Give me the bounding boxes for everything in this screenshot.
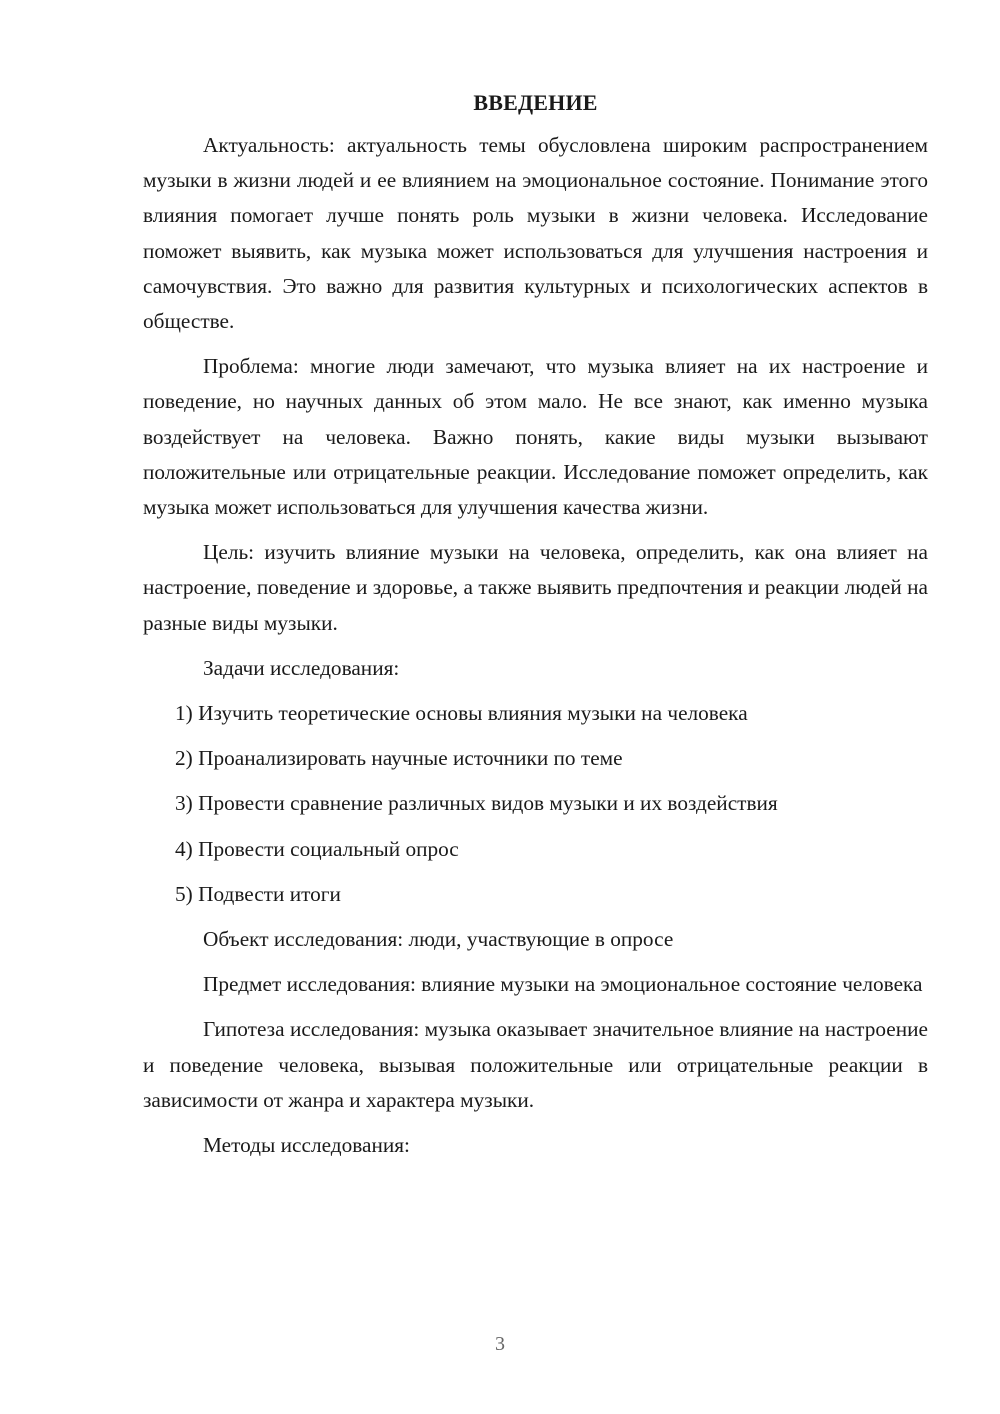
tasks-title: Задачи исследования: <box>203 655 400 680</box>
page-number: 3 <box>495 1333 505 1355</box>
page-title: ВВЕДЕНИЕ <box>473 90 598 115</box>
list-item: 2) Проанализировать научные источники по теме <box>175 746 623 771</box>
methods-title: Методы исследования: <box>203 1133 410 1158</box>
goal-paragraph: Цель: изучить влияние музыки на человека, определить, как она влияет на настроение, поведение и здоровье, а также выявить предпочтения и реакции людей на разные виды музыки. <box>143 540 928 635</box>
hypothesis-paragraph: Гипотеза исследования: музыка оказывает значительное влияние на настроение и поведение человека, вызывая положительные или отрицательные реакции в зависимости от жанра и характера музыки. <box>143 1017 928 1112</box>
list-item: 5) Подвести итоги <box>175 881 341 906</box>
list-item: 3) Провести сравнение различных видов музыки и их воздействия <box>175 791 778 816</box>
tasks-list <box>143 696 928 912</box>
list-item: 1) Изучить теоретические основы влияния музыки на человека <box>175 701 748 726</box>
relevance-paragraph: Актуальность: актуальность темы обусловлена широким распространением музыки в жизни людей и ее влиянием на эмоциональное состояние. Понимание этого влияния помогает лучше понять роль музыки в жизни человека. Исследование поможет выявить, как музыка может использоваться для улучшения настроения и самочувствия. Это важно для развития культурных и психологических аспектов в обществе. <box>143 133 928 334</box>
document-page <box>143 88 928 1173</box>
problem-paragraph: Проблема: многие люди замечают, что музыка влияет на их настроение и поведение, но научных данных об этом мало. Не все знают, как именно музыка воздействует на человека. Важно понять, какие виды музыки вызывают положительные или отрицательные реакции. Исследование поможет определить, как музыка может использоваться для улучшения качества жизни. <box>143 354 928 520</box>
list-item: 4) Провести социальный опрос <box>175 836 459 861</box>
object-paragraph: Объект исследования: люди, участвующие в опросе <box>203 927 674 952</box>
subject-paragraph: Предмет исследования: влияние музыки на эмоциональное состояние человека <box>203 972 923 997</box>
